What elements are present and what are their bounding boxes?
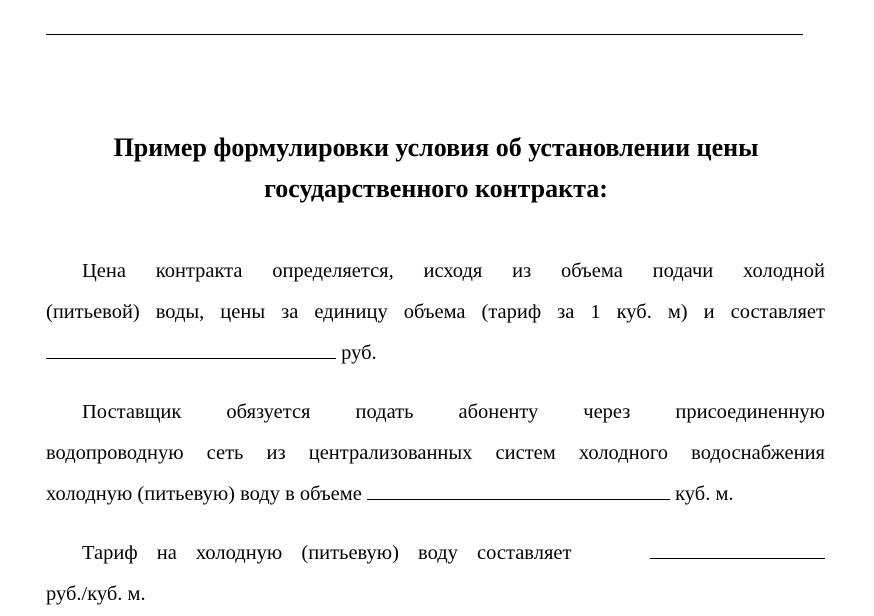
volume-label: холодную (питьевую) воду в объеме [46, 483, 362, 505]
top-blank-line [46, 34, 803, 35]
title-line-1: Пример формулировки условия об установлении цены [113, 133, 759, 162]
paragraph-supply-line-1: Поставщик обязуется подать абоненту через присоединенную [82, 401, 825, 423]
document-title [40, 127, 832, 209]
paragraph-price-line-2: (питьевой) воды, цены за единицу объема (тариф за 1 куб. м) и составляет [46, 301, 825, 323]
paragraph-price-line-1: Цена контракта определяется, исходя из объема подачи холодной [82, 260, 825, 282]
tariff-unit: руб./куб. м. [46, 583, 146, 605]
paragraph-supply-line-2: водопроводную сеть из централизованных систем холодного водоснабжения [46, 442, 825, 464]
volume-unit: куб. м. [675, 483, 734, 505]
volume-blank-field [367, 498, 670, 500]
price-unit: руб. [341, 342, 377, 364]
paragraph-supply-line-3 [46, 474, 825, 515]
title-line-2: государственного контракта: [264, 174, 608, 203]
price-blank-field [46, 357, 336, 359]
paragraph-tariff-line-1 [46, 533, 825, 574]
tariff-blank-field [650, 557, 825, 559]
paragraph-price-line-3 [46, 333, 825, 374]
paragraph-tariff [46, 533, 825, 615]
paragraph-supply [46, 392, 825, 515]
tariff-label: Тариф на холодную (питьевую) воду составляет [82, 542, 572, 564]
paragraph-price [46, 251, 825, 374]
